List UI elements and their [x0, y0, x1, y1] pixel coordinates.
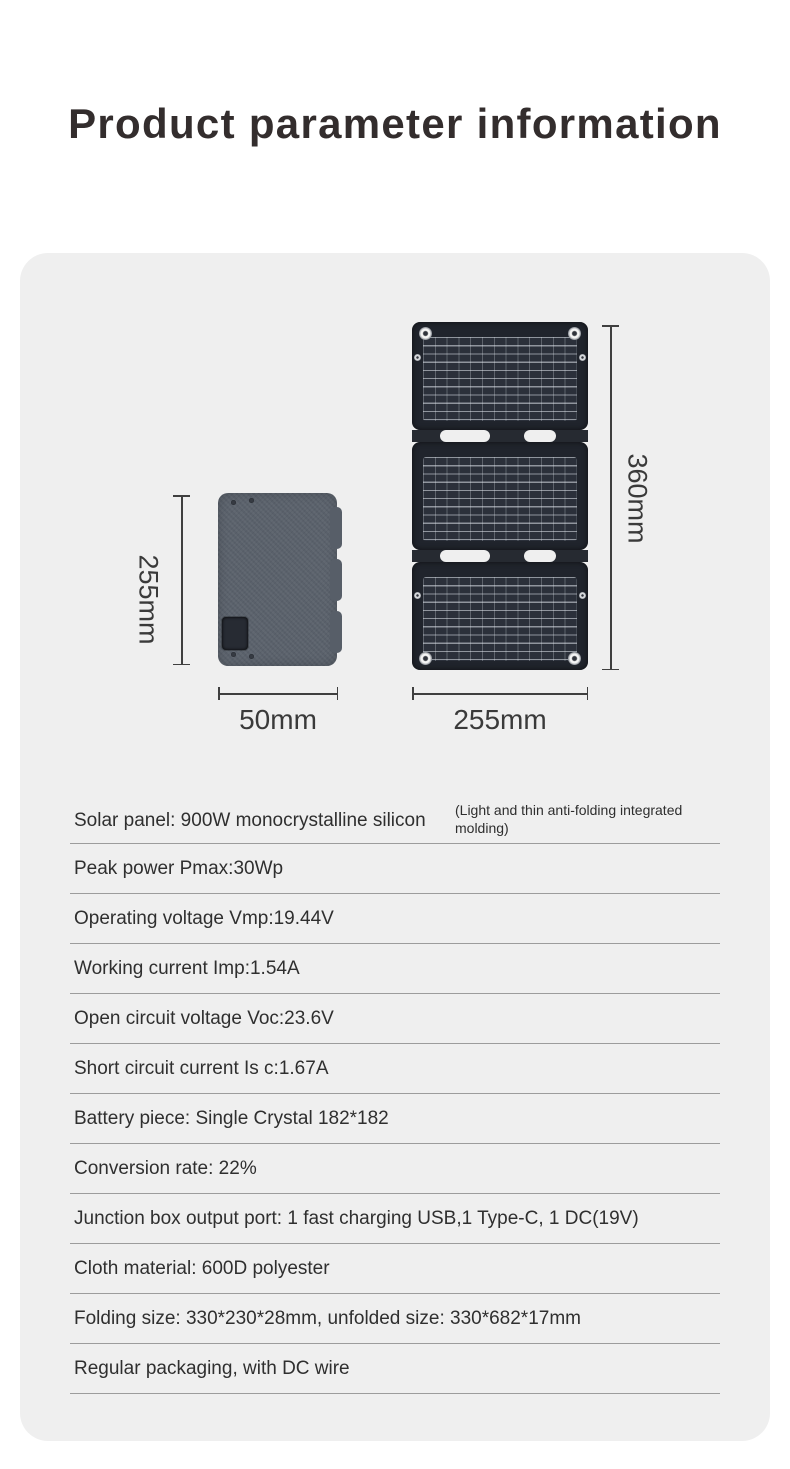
- solar-panel-bottom: [412, 562, 588, 670]
- side-screw: [579, 354, 586, 361]
- solar-panel-top: [412, 322, 588, 430]
- spec-note: (Light and thin anti-folding integrated molding): [455, 802, 683, 836]
- spec-text: Cloth material: 600D polyester: [74, 1257, 330, 1279]
- corner-grommet: [568, 652, 581, 665]
- dimension-line-folded-height: [181, 495, 183, 665]
- spec-row: [70, 1294, 720, 1344]
- corner-grommet: [568, 327, 581, 340]
- spec-text: Short circuit current Is c:1.67A: [74, 1057, 329, 1079]
- solar-cell-grid: [423, 457, 577, 541]
- screw-hole: [249, 498, 254, 503]
- solar-cell-grid: [423, 577, 577, 661]
- hinge-cutout: [524, 430, 556, 442]
- spec-text: Junction box output port: 1 fast charging USB,1 Type-C, 1 DC(19V): [74, 1207, 639, 1229]
- folded-panel-edge-tab: [330, 507, 342, 549]
- side-screw: [579, 592, 586, 599]
- panel-hinge: [412, 430, 588, 442]
- side-screw: [414, 354, 421, 361]
- solar-panel-middle: [412, 442, 588, 550]
- screw-hole: [231, 652, 236, 657]
- panel-hinge: [412, 550, 588, 562]
- unfolded-width-label: 255mm: [453, 704, 547, 735]
- folded-panel-edge-tab: [330, 611, 342, 653]
- spec-row: [70, 1144, 720, 1194]
- spec-text: Open circuit voltage Voc:23.6V: [74, 1007, 334, 1029]
- hinge-cutout: [440, 550, 490, 562]
- folded-width-label: 50mm: [239, 704, 317, 735]
- dimension-line-unfolded-width: [412, 693, 588, 695]
- corner-grommet: [419, 327, 432, 340]
- page-title: Product parameter information: [68, 100, 722, 147]
- junction-box: [222, 617, 248, 650]
- spec-list: [70, 798, 720, 1394]
- spec-text: Working current Imp:1.54A: [74, 957, 300, 979]
- unfolded-height-label: 360mm: [622, 453, 653, 544]
- dimension-line-unfolded-height: [610, 325, 612, 670]
- folded-panel-edge-tab: [330, 559, 342, 601]
- spec-text: Solar panel: 900W monocrystalline silicon: [74, 809, 426, 831]
- spec-row: [70, 844, 720, 894]
- hinge-cutout: [524, 550, 556, 562]
- hinge-cutout: [440, 430, 490, 442]
- screw-hole: [249, 654, 254, 659]
- spec-row: [70, 1244, 720, 1294]
- spec-row: [70, 1194, 720, 1244]
- corner-grommet: [419, 652, 432, 665]
- spec-text: Conversion rate: 22%: [74, 1157, 257, 1179]
- solar-cell-grid: [423, 337, 577, 421]
- spec-text: Battery piece: Single Crystal 182*182: [74, 1107, 389, 1129]
- spec-row: [70, 1094, 720, 1144]
- folded-height-label: 255mm: [133, 554, 164, 645]
- spec-row: [70, 798, 720, 844]
- spec-text: Folding size: 330*230*28mm, unfolded size: 330*682*17mm: [74, 1307, 581, 1329]
- spec-text: Operating voltage Vmp:19.44V: [74, 907, 334, 929]
- spec-row: [70, 944, 720, 994]
- spec-row: [70, 1044, 720, 1094]
- spec-text: Regular packaging, with DC wire: [74, 1357, 350, 1379]
- unfolded-panel-image: [412, 322, 588, 670]
- spec-row: [70, 1344, 720, 1394]
- dimension-line-folded-width: [218, 693, 338, 695]
- product-diagram-card: [20, 253, 770, 1441]
- folded-panel-image: [218, 493, 337, 666]
- spec-text: Peak power Pmax:30Wp: [74, 857, 284, 879]
- side-screw: [414, 592, 421, 599]
- screw-hole: [231, 500, 236, 505]
- spec-row: [70, 894, 720, 944]
- spec-row: [70, 994, 720, 1044]
